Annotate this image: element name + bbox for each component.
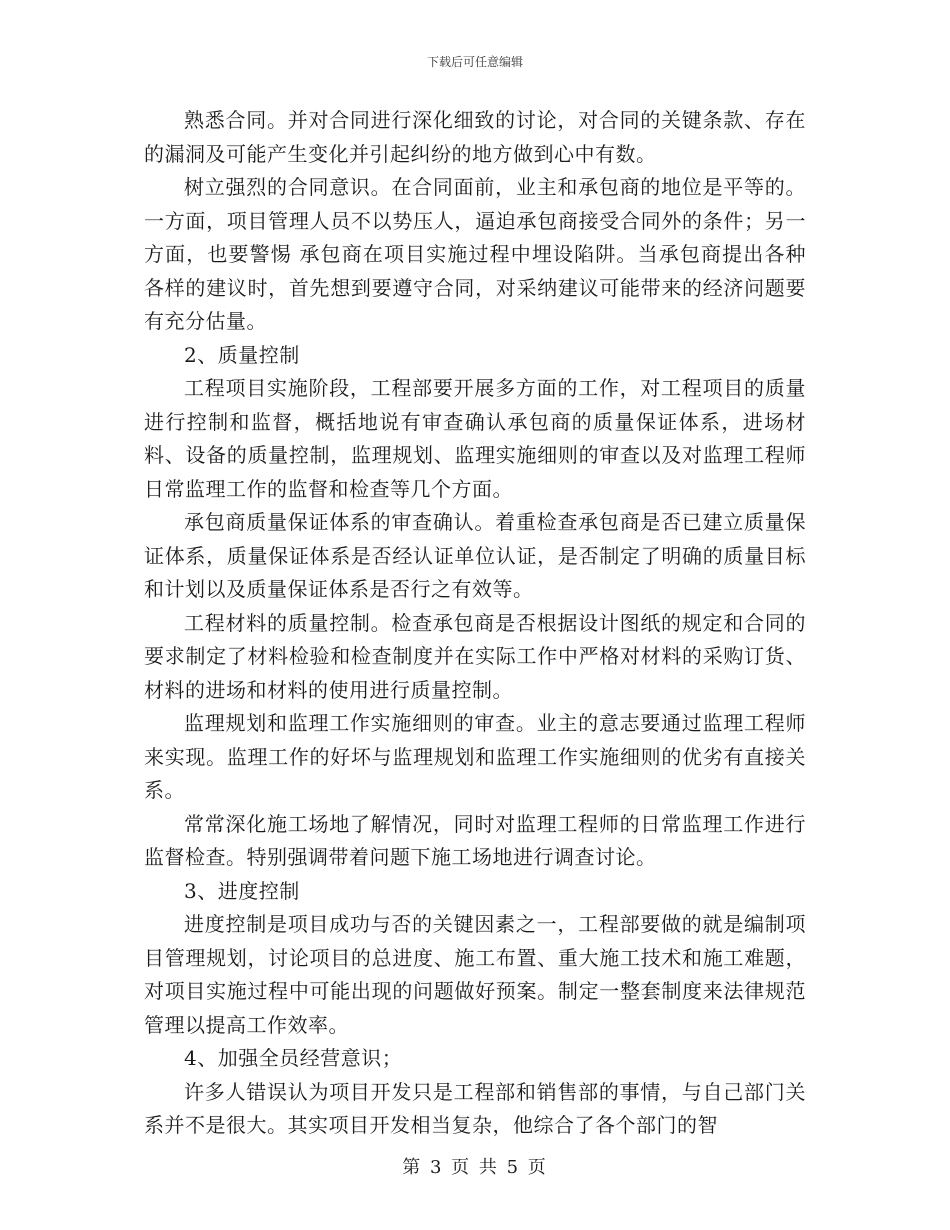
paragraph-contract-familiarity: 熟悉合同。并对合同进行深化细致的讨论，对合同的关键条款、存在的漏洞及可能产生变化并引起纠纷的地方做到心中有数。 xyxy=(144,108,806,166)
paragraph-business-awareness: 许多人错误认为项目开发只是工程部和销售部的事情，与自己部门关系并不是很大。其实项目开发相当复杂，他综合了各个部门的智 xyxy=(144,1079,806,1137)
page-number: 第 3 页 共 5 页 xyxy=(402,1157,548,1178)
paragraph-quality-assurance-review: 承包商质量保证体系的审查确认。着重检查承包商是否已建立质量保证体系，质量保证体系是否经认证单位认证，是否制定了明确的质量目标和计划以及质量保证体系是否行之有效等。 xyxy=(144,510,806,601)
paragraph-quality-overview: 工程项目实施阶段，工程部要开展多方面的工作，对工程项目的质量进行控制和监督，概括地说有审查确认承包商的质量保证体系，进场材料、设备的质量控制，监理规划、监理实施细则的审查以及对监理工程师日常监理工作的监督和检查等几个方面。 xyxy=(144,376,806,501)
paragraph-schedule-control: 进度控制是项目成功与否的关键因素之一，工程部要做的就是编制项目管理规划，讨论项目的总进度、施工布置、重大施工技术和施工难题，对项目实施过程中可能出现的问题做好预案。制定一整套制度来法律规范管理以提高工作效率。 xyxy=(144,912,806,1037)
section-heading-quality-control: 2、质量控制 xyxy=(184,342,300,367)
section-heading-schedule-control: 3、进度控制 xyxy=(184,878,300,903)
paragraph-contract-awareness: 树立强烈的合同意识。在合同面前，业主和承包商的地位是平等的。一方面，项目管理人员不以势压人，逼迫承包商接受合同外的条件；另一方面，也要警惕 承包商在项目实施过程中埋设陷阱。当承包商提出各种各样的建议时，首先想到要遵守合同，对采纳建议可能带来的经济问题要有充分估量。 xyxy=(144,175,806,333)
section-heading-business-awareness: 4、加强全员经营意识； xyxy=(184,1046,403,1070)
paragraph-material-quality: 工程材料的质量控制。检查承包商是否根据设计图纸的规定和合同的要求制定了材料检验和检查制度并在实际工作中严格对材料的采购订货、材料的进场和材料的使用进行质量控制。 xyxy=(144,610,806,702)
page-header: 下载后可任意编辑 xyxy=(426,55,523,69)
paragraph-site-inspection: 常常深化施工场地了解情况，同时对监理工程师的日常监理工作进行监督检查。特别强调带着问题下施工场地进行调查讨论。 xyxy=(144,811,806,869)
document-body xyxy=(144,104,806,1143)
paragraph-supervision-plan-review: 监理规划和监理工作实施细则的审查。业主的意志要通过监理工程师来实现。监理工作的好坏与监理规划和监理工作实施细则的优劣有直接关系。 xyxy=(144,711,806,802)
